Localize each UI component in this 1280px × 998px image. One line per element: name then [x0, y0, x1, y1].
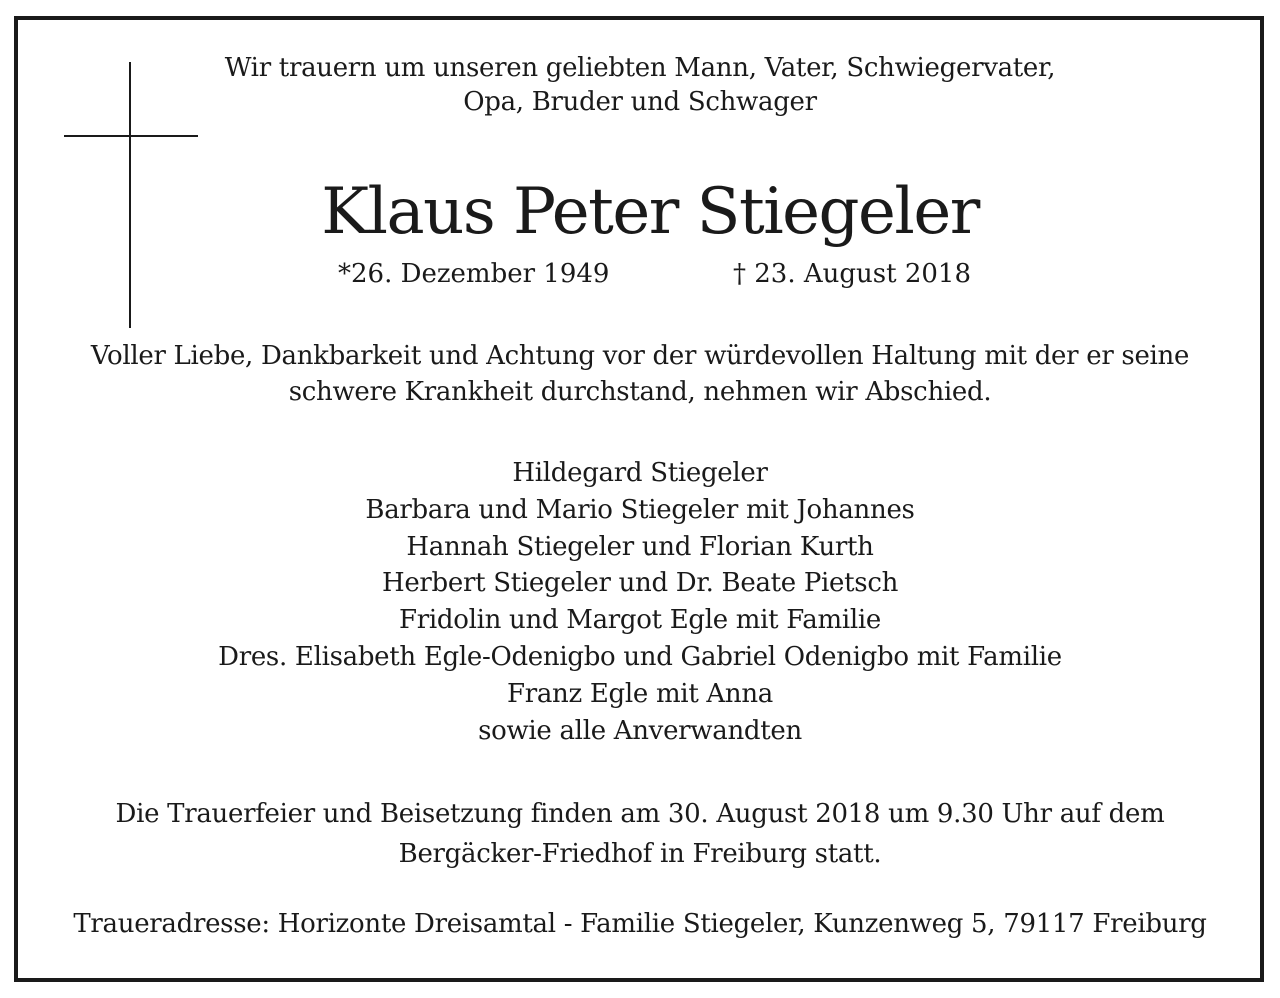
deceased-name: Klaus Peter Stiegeler — [321, 175, 979, 249]
cross-horizontal-bar — [64, 135, 198, 137]
mourner-entry: sowie alle Anverwandten — [478, 715, 802, 746]
mourner-entry: Dres. Elisabeth Egle-Odenigbo und Gabriel Odenigbo mit Familie — [218, 641, 1062, 672]
death-date: † 23. August 2018 — [733, 259, 972, 289]
ceremony-line-1: Die Trauerfeier und Beisetzung finden am 30. August 2018 um 9.30 Uhr auf dem — [115, 799, 1165, 829]
intro-line-1: Wir trauern um unseren geliebten Mann, Vater, Schwiegervater, — [224, 53, 1056, 83]
ceremony-line-2: Bergäcker-Friedhof in Freiburg statt. — [398, 839, 882, 869]
mourning-address: Traueradresse: Horizonte Dreisamtal - Familie Stiegeler, Kunzenweg 5, 79117 Freiburg — [73, 909, 1207, 939]
mourner-entry: Barbara und Mario Stiegeler mit Johannes — [365, 494, 915, 525]
mourners-list — [0, 455, 1280, 749]
intro-line-2: Opa, Bruder und Schwager — [463, 87, 817, 117]
farewell-message-line-2: schwere Krankheit durchstand, nehmen wir Abschied. — [288, 377, 992, 407]
mourner-entry: Fridolin und Margot Egle mit Familie — [399, 605, 881, 636]
farewell-message-line-1: Voller Liebe, Dankbarkeit und Achtung vor der würdevollen Haltung mit der er seine — [90, 341, 1190, 371]
birth-date: *26. Dezember 1949 — [338, 259, 610, 289]
mourner-entry: Franz Egle mit Anna — [506, 678, 774, 709]
mourner-entry: Hannah Stiegeler und Florian Kurth — [406, 531, 874, 562]
mourner-entry: Hildegard Stiegeler — [512, 458, 768, 488]
mourner-entry: Herbert Stiegeler und Dr. Beate Pietsch — [381, 568, 899, 599]
